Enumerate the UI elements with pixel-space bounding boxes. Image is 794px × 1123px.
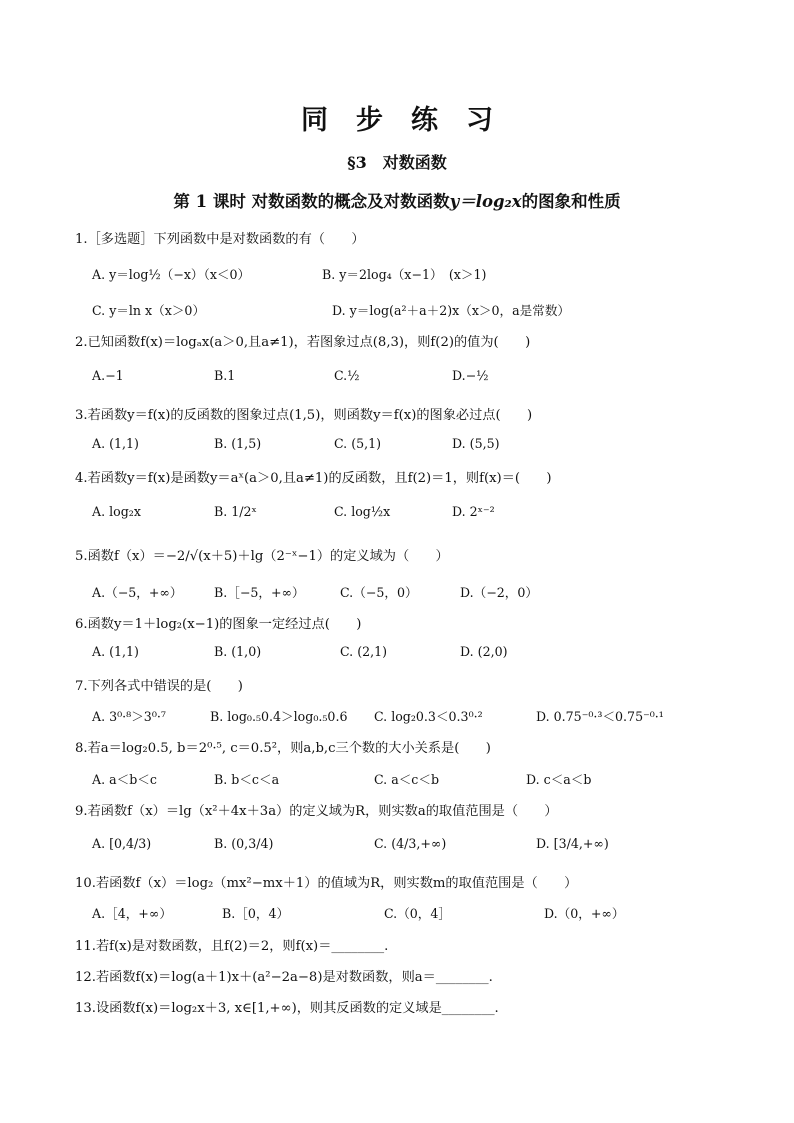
question-7-option-d: D. 0.75⁻⁰·³＜0.75⁻⁰·¹ xyxy=(536,709,664,724)
question-6-option-a: A. (1,1) xyxy=(92,644,139,659)
question-3-option-a: A. (1,1) xyxy=(92,436,139,451)
question-5-stem: 5.函数f（x）＝−2/√(x＋5)＋lg（2⁻ˣ−1）的定义域为（ ） xyxy=(75,549,449,564)
question-5-option-b: B.［−5，+∞） xyxy=(214,585,305,600)
question-1-option-b: B. y＝2log₄（x−1） (x＞1) xyxy=(322,267,487,282)
question-3-option-c: C. (5,1) xyxy=(334,436,382,451)
question-10-option-b: B.［0，4） xyxy=(222,906,290,921)
question-8-option-c: C. a＜c＜b xyxy=(374,772,440,787)
question-6-option-c: C. (2,1) xyxy=(340,644,388,659)
question-3-option-b: B. (1,5) xyxy=(214,436,262,451)
question-9-option-b: B. (0,3/4) xyxy=(214,836,274,851)
question-7-option-c: C. log₂0.3＜0.3⁰·² xyxy=(374,709,483,724)
question-5-option-c: C.（−5，0） xyxy=(340,585,418,600)
question-6-option-d: D. (2,0) xyxy=(460,644,508,659)
question-7-option-a: A. 3⁰·⁸＞3⁰·⁷ xyxy=(92,709,166,724)
question-8-stem: 8.若a＝log₂0.5, b＝2⁰·⁵, c＝0.5²，则a,b,c三个数的大小关系是( ) xyxy=(75,741,491,756)
question-3-option-d: D. (5,5) xyxy=(452,436,500,451)
question-10-option-d: D.（0，+∞） xyxy=(544,906,625,921)
question-10-option-c: C.（0，4］ xyxy=(384,906,451,921)
question-8-option-d: D. c＜a＜b xyxy=(526,772,592,787)
question-4-option-b: B. 1/2ˣ xyxy=(214,504,257,519)
question-1-option-a: A. y＝log½（−x）（x＜0） xyxy=(92,267,251,282)
question-4-option-c: C. log½x xyxy=(334,504,391,519)
question-11-stem: 11.若f(x)是对数函数，且f(2)＝2，则f(x)＝________. xyxy=(75,939,389,954)
question-2-option-a: A.−1 xyxy=(92,368,124,383)
question-9-option-d: D. [3/4,+∞) xyxy=(536,836,609,851)
question-5-option-a: A.（−5，+∞） xyxy=(92,585,183,600)
question-2-option-c: C.½ xyxy=(334,368,360,383)
question-1-option-d: D. y＝log(a²＋a＋2)x（x＞0，a是常数） xyxy=(332,303,571,318)
question-8-option-a: A. a＜b＜c xyxy=(92,772,157,787)
question-6-option-b: B. (1,0) xyxy=(214,644,262,659)
question-13-stem: 13.设函数f(x)＝log₂x＋3, x∈[1,+∞)，则其反函数的定义域是________. xyxy=(75,1001,499,1016)
lesson-heading: 第 1 课时 对数函数的概念及对数函数y＝log₂x的图象和性质 xyxy=(173,192,621,211)
question-9-stem: 9.若函数f（x）＝lg（x²＋4x＋3a）的定义域为R，则实数a的取值范围是（ ） xyxy=(75,804,558,819)
page-title: 同 步 练 习 xyxy=(301,105,493,136)
question-8-option-b: B. b＜c＜a xyxy=(214,772,280,787)
question-9-option-a: A. [0,4/3) xyxy=(92,836,152,851)
question-4-option-d: D. 2ˣ⁻² xyxy=(452,504,495,519)
question-7-option-b: B. log₀.₅0.4＞log₀.₅0.6 xyxy=(210,709,348,724)
question-4-option-a: A. log₂x xyxy=(92,504,141,519)
question-9-option-c: C. (4/3,+∞) xyxy=(374,836,447,851)
question-12-stem: 12.若函数f(x)＝log(a＋1)x＋(a²−2a−8)是对数函数，则a＝________. xyxy=(75,970,493,985)
question-10-stem: 10.若函数f（x）＝log₂（mx²−mx＋1）的值域为R，则实数m的取值范围是（ ） xyxy=(75,876,578,891)
question-4-stem: 4.若函数y＝f(x)是函数y＝aˣ(a＞0,且a≠1)的反函数，且f(2)＝1，则f(x)＝( ) xyxy=(75,471,552,486)
question-6-stem: 6.函数y＝1＋log₂(x−1)的图象一定经过点( ) xyxy=(75,617,362,632)
question-2-option-d: D.−½ xyxy=(452,368,489,383)
question-2-option-b: B.1 xyxy=(214,368,236,383)
question-10-option-a: A.［4，+∞） xyxy=(92,906,172,921)
question-7-stem: 7.下列各式中错误的是( ) xyxy=(75,679,243,694)
question-3-stem: 3.若函数y＝f(x)的反函数的图象过点(1,5)，则函数y＝f(x)的图象必过点( ) xyxy=(75,408,533,423)
question-1-option-c: C. y＝ln x（x＞0） xyxy=(92,303,206,318)
question-5-option-d: D.（−2，0） xyxy=(460,585,539,600)
question-1-stem: 1.［多选题］下列函数中是对数函数的有（ ） xyxy=(75,232,365,247)
question-2-stem: 2.已知函数f(x)＝logₐx(a＞0,且a≠1)，若图象过点(8,3)，则f(2)的值为( ) xyxy=(75,335,531,350)
section-heading: §3 对数函数 xyxy=(347,153,447,172)
